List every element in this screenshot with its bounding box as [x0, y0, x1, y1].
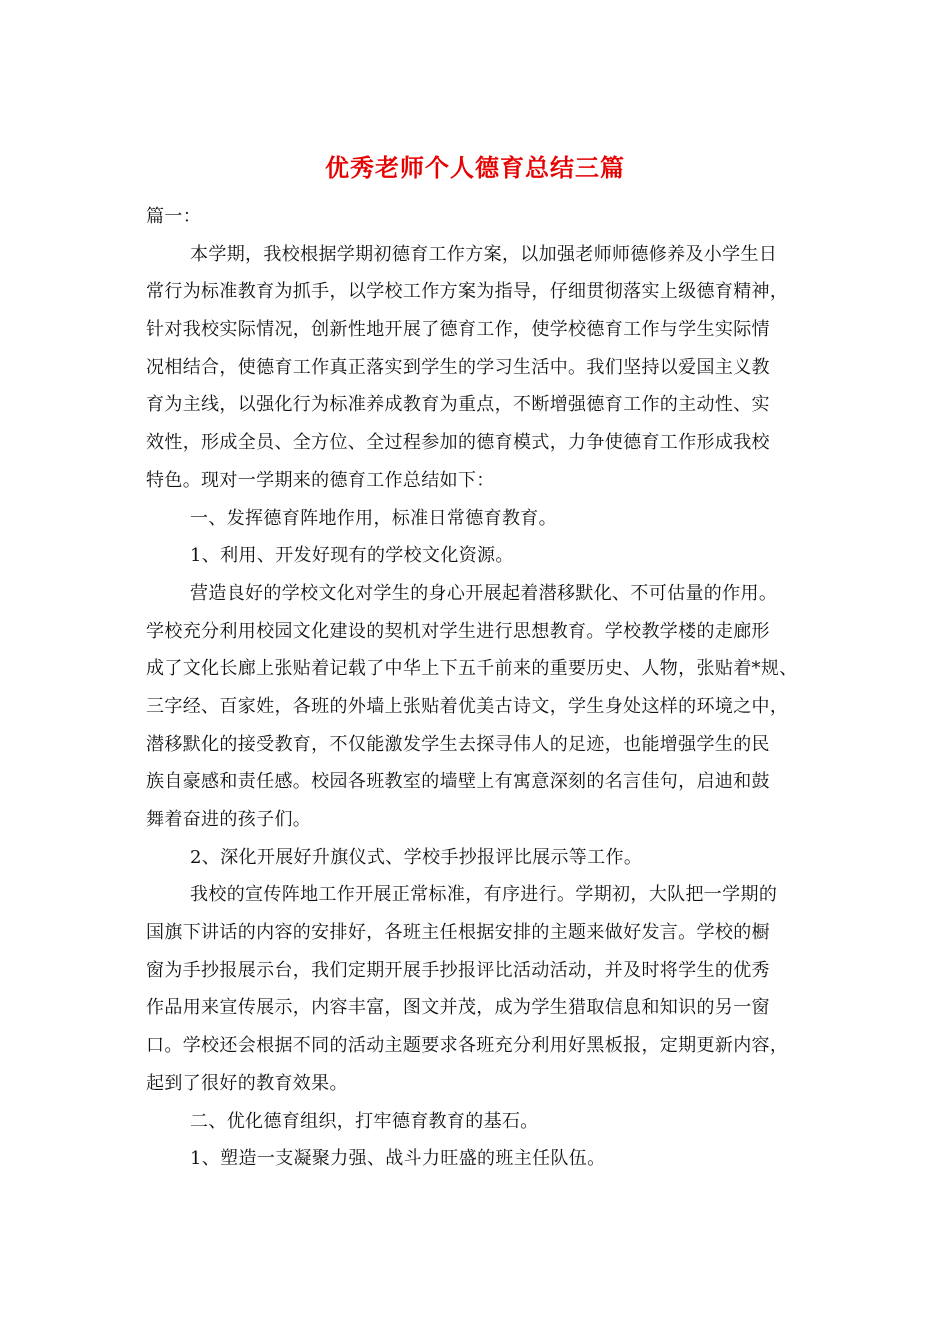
text-line: 营造良好的学校文化对学生的身心开展起着潜移默化、不可估量的作用。 [190, 582, 778, 604]
text-line: 起到了很好的教育效果。 [146, 1072, 348, 1094]
text-line: 常行为标准教育为抓手，以学校工作方案为指导，仔细贯彻落实上级德育精神， [146, 281, 789, 303]
text-line: 三字经、百家姓，各班的外墙上张贴着优美古诗文，学生身处这样的环境之中， [146, 695, 789, 717]
text-line: 2、深化开展好升旗仪式、学校手抄报评比展示等工作。 [190, 846, 643, 868]
text-line: 舞着奋进的孩子们。 [146, 809, 312, 830]
text-line: 效性，形成全员、全方位、全过程参加的德育模式，力争使德育工作形成我校 [146, 432, 770, 454]
document-title: 优秀老师个人德育总结三篇 [325, 153, 625, 182]
text-line: 1、塑造一支凝聚力强、战斗力旺盛的班主任队伍。 [190, 1148, 606, 1170]
text-line: 潜移默化的接受教育，不仅能激发学生去探寻伟人的足迹，也能增强学生的民 [146, 733, 770, 755]
text-line: 成了文化长廊上张贴着记载了中华上下五千前来的重要历史、人物，张贴着*规、 [146, 658, 798, 680]
text-line: 本学期，我校根据学期初德育工作方案，以加强老师师德修养及小学生日 [190, 243, 778, 265]
text-line: 篇一： [146, 206, 202, 227]
text-line: 1、利用、开发好现有的学校文化资源。 [190, 545, 514, 567]
text-line: 针对我校实际情况，创新性地开展了德育工作，使学校德育工作与学生实际情 [146, 319, 770, 341]
text-line: 窗为手抄报展示台，我们定期开展手抄报评比活动活动，并及时将学生的优秀 [146, 959, 770, 981]
text-line: 作品用来宣传展示，内容丰富，图文并茂，成为学生猎取信息和知识的另一窗 [146, 997, 770, 1019]
text-line: 国旗下讲话的内容的安排好，各班主任根据安排的主题来做好发言。学校的橱 [146, 922, 770, 944]
document-body [146, 198, 810, 1178]
text-line: 一、发挥德育阵地作用，标准日常德育教育。 [190, 507, 557, 529]
text-line: 口。学校还会根据不同的活动主题要求各班充分利用好黑板报，定期更新内容， [146, 1035, 789, 1057]
text-line: 况相结合，使德育工作真正落实到学生的学习生活中。我们坚持以爱国主义教 [146, 356, 770, 378]
text-line: 族自豪感和责任感。校园各班教室的墙壁上有寓意深刻的名言佳句，启迪和鼓 [146, 771, 770, 793]
text-line: 特色。现对一学期来的德育工作总结如下： [146, 469, 495, 491]
text-line: 育为主线，以强化行为标准养成教育为重点，不断增强德育工作的主动性、实 [146, 394, 770, 416]
text-line: 二、优化德育组织，打牢德育教育的基石。 [190, 1110, 539, 1132]
text-line: 学校充分利用校园文化建设的契机对学生进行思想教育。学校教学楼的走廊形 [146, 620, 770, 642]
text-line: 我校的宣传阵地工作开展正常标准，有序进行。学期初，大队把一学期的 [190, 884, 778, 906]
